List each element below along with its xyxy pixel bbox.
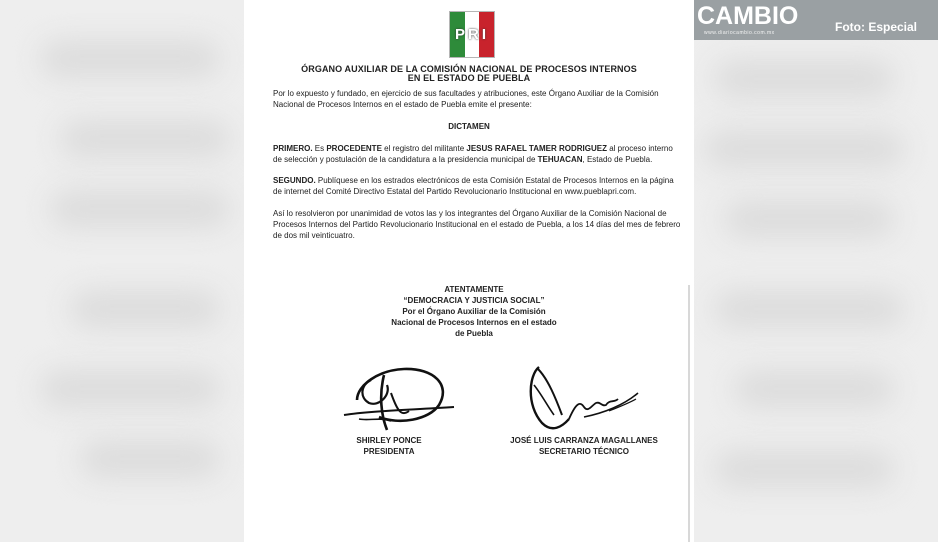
signer-1-role: PRESIDENTA — [363, 447, 415, 456]
primero-text-1: Es — [312, 144, 327, 153]
by-line-2: Nacional de Procesos Internos en el estado — [391, 318, 557, 327]
procedente-text: PROCEDENTE — [326, 144, 382, 153]
signature-1-icon — [339, 355, 459, 440]
primero-text-3: al proceso interno — [607, 144, 673, 153]
signer-2-name: JOSÉ LUIS CARRANZA MAGALLANES — [510, 436, 658, 445]
photo-credit: Foto: Especial — [835, 20, 918, 34]
intro-line-2: Nacional de Procesos Internos en el estado de Puebla emite el presente: — [273, 100, 532, 109]
primero-line2-a: de selección y postulación de la candidatura a la presidencia municipal de — [273, 155, 538, 164]
by-line-3: de Puebla — [455, 329, 493, 338]
cambio-logo: CAMBIO — [697, 2, 799, 30]
primero-text-2: el registro del militante — [381, 144, 467, 153]
blurred-background-right — [694, 0, 938, 542]
page-edge-shadow — [688, 285, 690, 542]
segundo-text-1: Publíquese en los estrados electrónicos de esta Comisión Estatal de Procesos Internos en la página — [315, 176, 674, 185]
blurred-background-left — [0, 0, 244, 542]
primero-line2-b: , Estado de Puebla. — [582, 155, 653, 164]
primero-paragraph-line-2 — [273, 154, 693, 165]
closing-line-3: de dos mil veinticuatro. — [273, 231, 355, 240]
militant-name: JESUS RAFAEL TAMER RODRIGUEZ — [466, 144, 607, 153]
segundo-paragraph-line-2: de internet del Comité Directivo Estatal del Partido Revolucionario Institucional en www.pueblapri.com. — [273, 187, 637, 196]
pri-logo-text — [450, 12, 494, 57]
signer-1-name: SHIRLEY PONCE — [356, 436, 422, 445]
signer-2-role: SECRETARIO TÉCNICO — [538, 447, 630, 456]
pri-logo — [449, 11, 495, 58]
primero-paragraph-line-1 — [273, 143, 693, 154]
closing-line-2: Procesos Internos del Partido Revolucionario Institucional en el estado de Puebla, a los 14 días del mes de febrero — [273, 220, 681, 229]
dictamen-title: DICTAMEN — [448, 122, 490, 131]
atentamente-text: ATENTAMENTE — [444, 285, 504, 294]
heading-line-2: EN EL ESTADO DE PUEBLA — [407, 73, 531, 83]
closing-line-1: Así lo resolvieron por unanimidad de votos las y los integrantes del Órgano Auxiliar de la Comisión Nacional de — [273, 209, 667, 218]
intro-line-1: Por lo expuesto y fundado, en ejercicio de sus facultades y atribuciones, este Órgano Auxiliar de la Comisión — [273, 89, 659, 98]
segundo-label: SEGUNDO. — [273, 176, 316, 185]
motto-text: “DEMOCRACIA Y JUSTICIA SOCIAL” — [403, 296, 545, 305]
by-line-1: Por el Órgano Auxiliar de la Comisión — [402, 307, 546, 316]
city-name: TEHUACAN — [537, 155, 583, 164]
segundo-paragraph-line-1 — [273, 175, 693, 186]
heading-line-1: ÓRGANO AUXILIAR DE LA COMISIÓN NACIONAL DE PROCESOS INTERNOS — [301, 64, 637, 74]
signature-2-icon — [514, 355, 644, 440]
document-page — [244, 0, 694, 542]
pri-letters: PRI — [454, 25, 489, 43]
brand-url: www.diariocambio.com.mx — [704, 30, 775, 36]
primero-label: PRIMERO. — [273, 144, 313, 153]
